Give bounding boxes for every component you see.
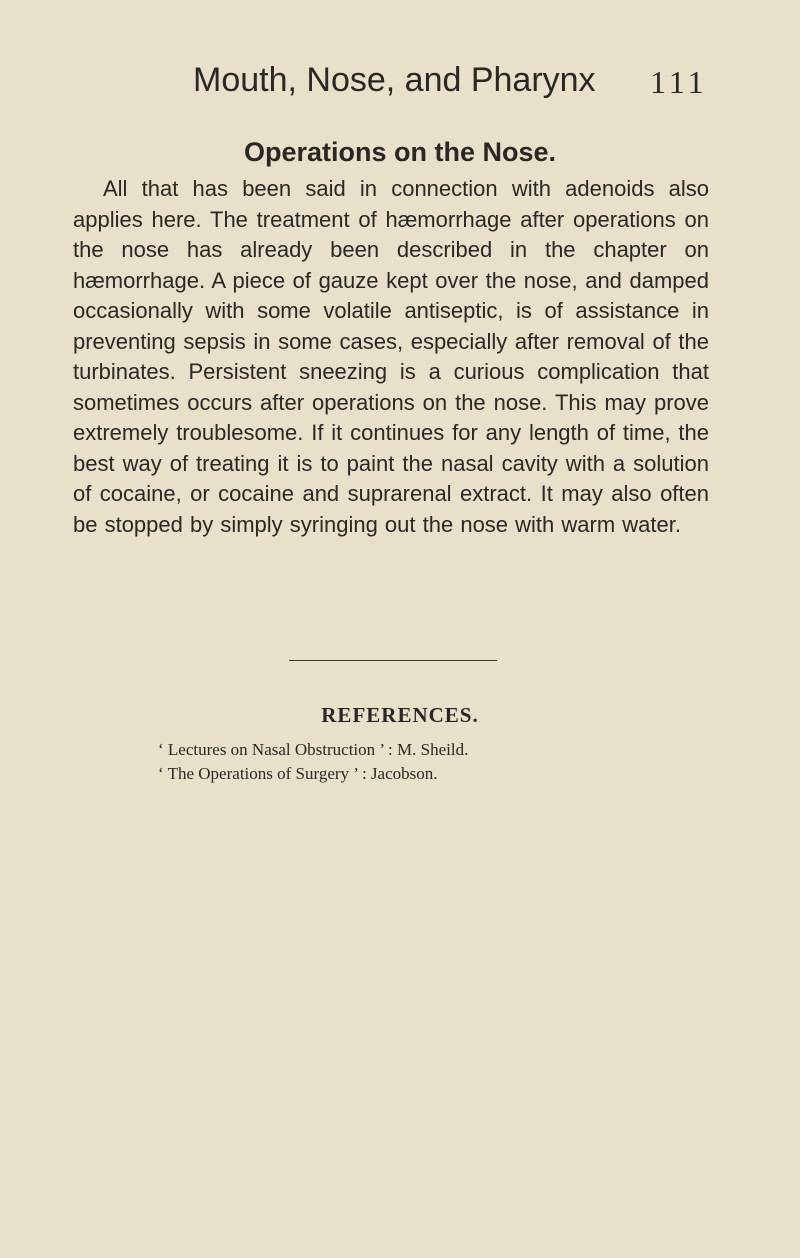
references-list (158, 738, 468, 786)
running-title: Mouth, Nose, and Pharynx (193, 61, 596, 99)
page-number: 111 (650, 64, 708, 100)
section-divider (289, 660, 497, 661)
body-paragraph: All that has been said in connection with adenoids also applies here. The treatment of hæmorrhage after operations on the nose has already been described in the chapter on hæmorrhage. A piece of gauze kept over the nose, and damped occasionally with some volatile antiseptic, is of assistance in preventing sepsis in some cases, especially after removal of the turbinates. Persistent sneezing is a curious complication that sometimes occurs after operations on the nose. This may prove extremely troublesome. If it continues for any length of time, the best way of treating it is to paint the nasal cavity with a solution of cocaine, or cocaine and suprarenal extract. It may also often be stopped by simply syringing out the nose with warm water. (73, 176, 709, 537)
reference-item: ‘ The Operations of Surgery ’ : Jacobson. (158, 764, 438, 783)
references-heading: REFERENCES. (321, 703, 479, 727)
section-title: Operations on the Nose. (243, 137, 557, 167)
reference-item: ‘ Lectures on Nasal Obstruction ’ : M. Sheild. (158, 740, 469, 759)
page-header (0, 60, 800, 106)
